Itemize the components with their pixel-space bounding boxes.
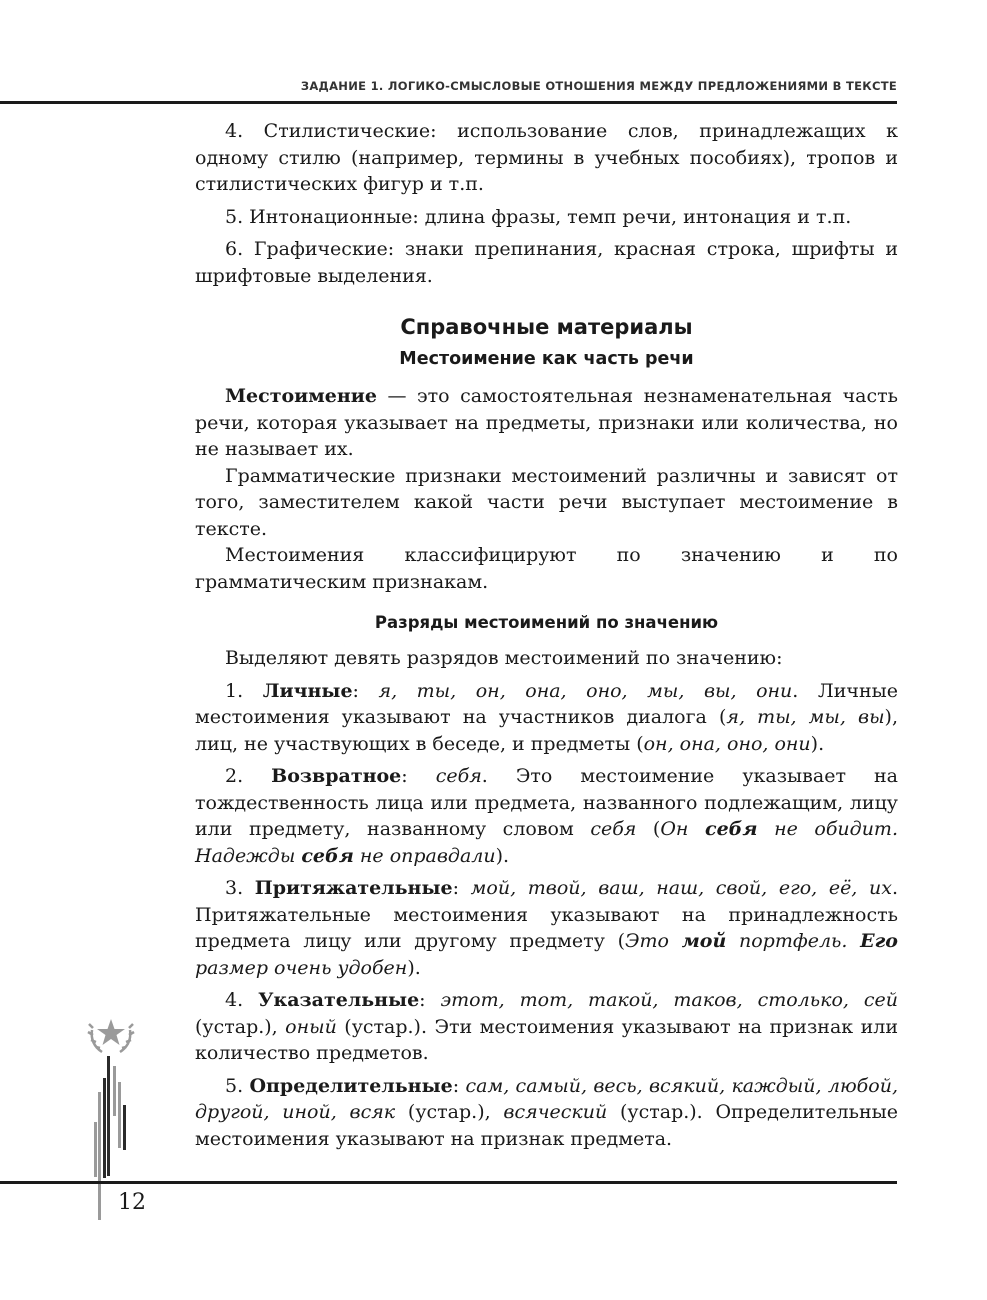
definition-paragraph — [195, 383, 898, 463]
category-name: Притяжательные — [254, 877, 453, 899]
running-title: ЗАДАНИЕ 1. ЛОГИКО-СМЫСЛОВЫЕ ОТНОШЕНИЯ МЕЖДУ ПРЕДЛОЖЕНИЯМИ В ТЕКСТЕ — [300, 79, 897, 93]
category-name: Указательные — [258, 989, 420, 1011]
page-body — [195, 118, 898, 1158]
category-personal: 1. Личные: я, ты, он, она, оно, мы, вы, они. Личные местоимения указывают на участников диалога (я, ты, мы, вы), лиц, не участвующих в беседе, и предметы (он, она, оно, они). — [195, 679, 898, 755]
category-name: Личные — [262, 679, 353, 702]
grammar-paragraph: Грамматические признаки местоимений различны и зависят от того, заместителем какой части речи выступает местоимение в тексте. — [195, 464, 898, 540]
category-name: Определительные — [249, 1074, 453, 1097]
category-examples: себя — [435, 765, 482, 787]
intro-item-6: 6. Графические: знаки препинания, красная строка, шрифты и шрифтовые выделения. — [195, 238, 898, 287]
category-demonstrative: 4. Указательные: этот, тот, такой, таков, столько, сей (устар.), оный (устар.). Эти местоимения указывают на признак или количество предметов. — [195, 989, 898, 1064]
intro-item-5: 5. Интонационные: длина фразы, темп речи, интонация и т.п. — [225, 205, 852, 228]
subsection-title: Разряды местоимений по значению — [374, 613, 719, 632]
category-name: Возвратное — [271, 765, 402, 787]
category-possessive: 3. Притяжательные: мой, твой, ваш, наш, свой, его, её, их. Притяжательные местоимения указывают на принадлежность предмета лицу или другому предмету (Это мой портфель. Его размер очень удобен). — [195, 877, 898, 979]
category-definitive: 5. Определительные: сам, самый, весь, всякий, каждый, любой, другой, иной, всяк (устар.), всяческий (устар.). Определительные местоимения указывают на признак предмета. — [195, 1074, 899, 1150]
category-examples: мой, твой, ваш, наш, свой, его, её, их — [470, 877, 892, 899]
definition-text: — это самостоятельная незнаменательная часть речи, которая указывает на предметы, признаки или количества, но не называет их. — [195, 385, 898, 460]
star-icon — [97, 1019, 125, 1045]
category-examples: я, ты, он, она, оно, мы, вы, они — [378, 679, 793, 702]
bottom-rule — [0, 1181, 897, 1184]
subsection-intro: Выделяют девять разрядов местоимений по значению: — [225, 647, 783, 669]
page-number: 12 — [118, 1190, 146, 1215]
category-examples: этот, тот, такой, таков, столько, сей — [440, 989, 898, 1011]
intro-item-4: 4. Стилистические: использование слов, принадлежащих к одному стилю (например, термины в учебных пособиях), тропов и стилистических фигур и т.п. — [195, 120, 898, 195]
definition-term: Местоимение — [225, 385, 377, 407]
section-subtitle: Местоимение как часть речи — [399, 349, 694, 369]
classify-paragraph: Местоимения классифицируют по значению и по грамматическим признакам. — [195, 544, 898, 593]
category-reflexive: 2. Возвратное: себя. Это местоимение указывает на тождественность лица или предмета, названного подлежащим, лицу или предмету, названному словом себя (Он себя не обидит. Надежды себя не оправдали). — [195, 765, 898, 867]
top-rule — [0, 101, 897, 104]
category-examples: сам, самый, весь, всякий, каждый, любой, другой, иной, всяк — [195, 1074, 898, 1123]
section-title: Справочные материалы — [400, 315, 693, 339]
